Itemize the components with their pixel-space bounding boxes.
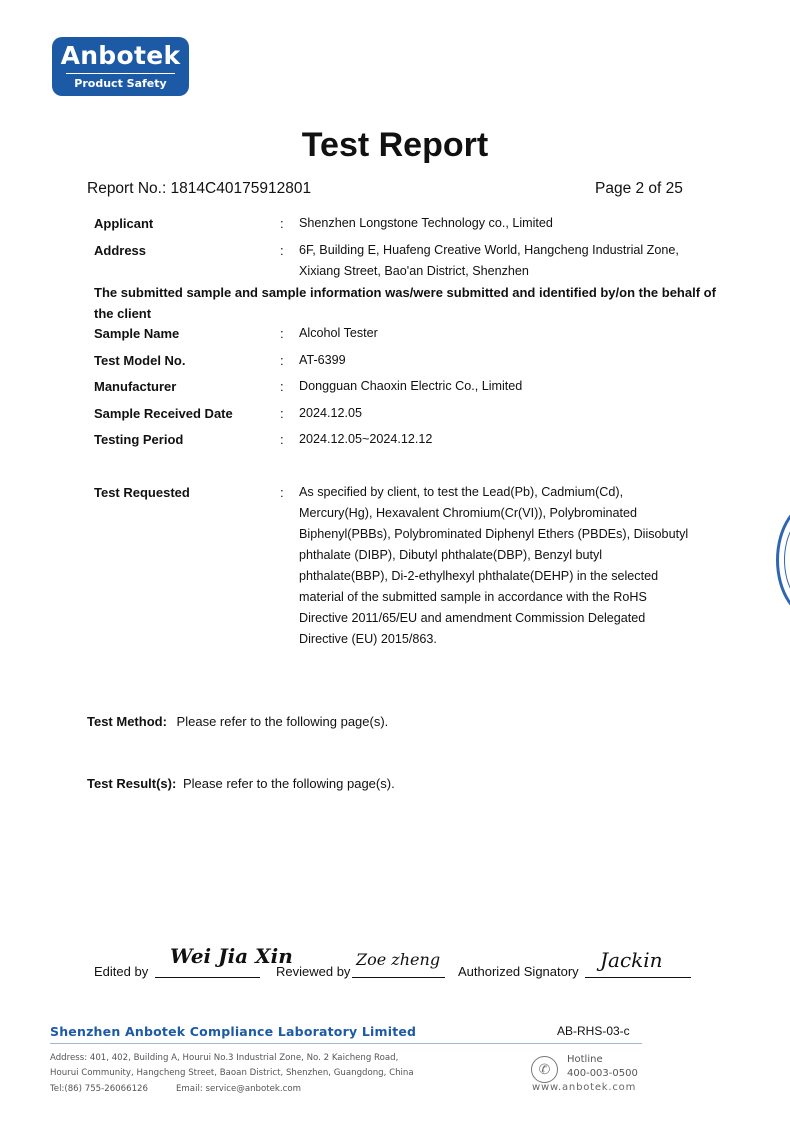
test-method-label: Test Method: — [87, 714, 167, 729]
test-requested-line: phthalate(BBP), Di-2-ethylhexyl phthalate(DEHP) in the selected — [299, 569, 659, 583]
sample-name-label: Sample Name — [94, 326, 180, 341]
footer-tel: Tel:(86) 755-26066126 — [50, 1084, 148, 1094]
phone-icon: ✆ — [531, 1056, 558, 1083]
anbotek-logo — [52, 37, 189, 96]
reviewed-by-label: Reviewed by — [276, 964, 351, 979]
edited-by-line — [155, 977, 260, 978]
colon: : — [280, 216, 284, 231]
footer-website: www.anbotek.com — [532, 1082, 637, 1093]
received-date-value: 2024.12.05 — [299, 406, 363, 420]
colon: : — [280, 243, 284, 258]
submission-notice: The submitted sample and sample information was/were submitted and identified by/on the behalf of the client — [94, 285, 716, 321]
edited-by-signature: Wei Jia Xin — [170, 944, 293, 968]
applicant-label: Applicant — [94, 216, 154, 231]
test-requested-line: phthalate (DIBP), Dibutyl phthalate(DBP), Benzyl butyl — [299, 548, 603, 562]
footer-lab-name: Shenzhen Anbotek Compliance Laboratory Limited — [50, 1024, 417, 1039]
sample-name-value: Alcohol Tester — [299, 326, 378, 340]
colon: : — [280, 485, 284, 500]
test-requested-line: material of the submitted sample in accordance with the RoHS — [299, 590, 647, 604]
test-method-value: Please refer to the following page(s). — [176, 714, 389, 729]
authorized-signature: Jackin — [600, 948, 663, 972]
footer-email: Email: service@anbotek.com — [176, 1084, 301, 1094]
test-method — [87, 712, 388, 732]
colon: : — [280, 379, 284, 394]
manufacturer-value: Dongguan Chaoxin Electric Co., Limited — [299, 379, 523, 393]
footer-divider — [50, 1043, 642, 1044]
received-date-label: Sample Received Date — [94, 406, 233, 421]
test-model-label: Test Model No. — [94, 353, 186, 368]
page-title: Test Report — [301, 126, 489, 164]
test-result — [87, 774, 395, 794]
test-requested-line: As specified by client, to test the Lead(Pb), Cadmium(Cd), — [299, 485, 624, 499]
testing-period-label: Testing Period — [94, 432, 184, 447]
address-label: Address — [94, 243, 147, 258]
test-requested-line: Biphenyl(PBBs), Polybrominated Diphenyl Ethers (PBDEs), Diisobutyl — [299, 527, 689, 541]
colon: : — [280, 406, 284, 421]
test-requested-label: Test Requested — [94, 485, 190, 500]
testing-period-value: 2024.12.05~2024.12.12 — [299, 432, 433, 446]
form-code: AB-RHS-03-c — [557, 1024, 630, 1038]
report-number: Report No.: 1814C40175912801 — [87, 180, 312, 197]
authorized-line — [585, 977, 691, 978]
reviewed-by-signature: Zoe zheng — [356, 950, 441, 969]
page-number: Page 2 of 25 — [595, 180, 683, 197]
authorized-signatory-label: Authorized Signatory — [458, 964, 579, 979]
logo-brand-text: Anbotek — [60, 41, 181, 70]
reviewed-by-line — [352, 977, 445, 978]
test-requested-line: Directive 2011/65/EU and amendment Commission Delegated — [299, 611, 646, 625]
footer-address-line-1: Address: 401, 402, Building A, Hourui No.3 Industrial Zone, No. 2 Kaicheng Road, — [50, 1053, 399, 1063]
logo-divider — [66, 73, 175, 74]
footer-address-line-2: Hourui Community, Hangcheng Street, Baoan District, Shenzhen, Guangdong, China — [50, 1068, 414, 1078]
hotline-label: Hotline — [567, 1054, 603, 1065]
edited-by-label: Edited by — [94, 964, 149, 979]
logo-tagline: Product Safety — [74, 77, 167, 90]
test-result-value: Please refer to the following page(s). — [182, 776, 395, 791]
address-line-1: 6F, Building E, Huafeng Creative World, Hangcheng Industrial Zone, — [299, 243, 679, 257]
address-line-2: Xixiang Street, Bao'an District, Shenzhen — [299, 264, 529, 278]
test-model-value: AT-6399 — [299, 353, 346, 367]
manufacturer-label: Manufacturer — [94, 379, 177, 394]
colon: : — [280, 353, 284, 368]
test-result-label: Test Result(s): — [87, 776, 177, 791]
colon: : — [280, 432, 284, 447]
colon: : — [280, 326, 284, 341]
test-requested-line: Mercury(Hg), Hexavalent Chromium(Cr(VI)), Polybrominated — [299, 506, 638, 520]
hotline-number: 400-003-0500 — [567, 1068, 638, 1079]
test-requested-line: Directive (EU) 2015/863. — [299, 632, 437, 646]
applicant-value: Shenzhen Longstone Technology co., Limited — [299, 216, 553, 230]
